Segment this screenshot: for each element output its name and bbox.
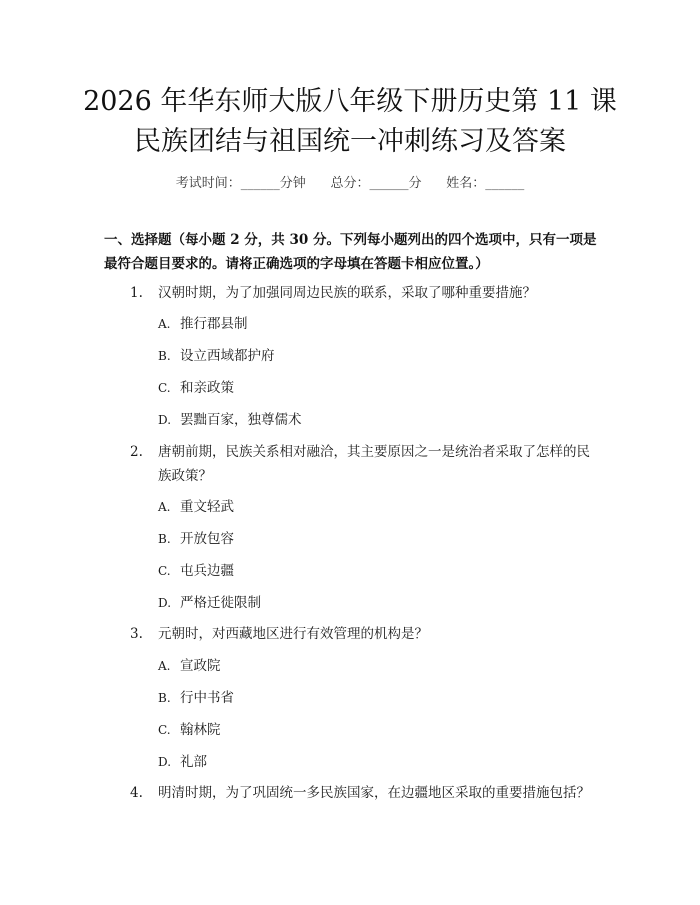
question-3-option-d — [158, 751, 578, 773]
question-1-option-a — [158, 313, 578, 335]
option-text: 和亲政策 — [180, 380, 234, 396]
option-letter: D. — [158, 596, 172, 610]
option-letter: B. — [158, 532, 171, 546]
question-2-text-continued: 族政策？ — [158, 468, 212, 484]
section-heading-line-2: 最符合题目要求的。请将正确选项的字母填在答题卡相应位置。） — [104, 256, 489, 272]
option-letter: C. — [158, 723, 171, 737]
document-title-line-2: 民族团结与祖国统一冲刺练习及答案 — [134, 126, 566, 157]
option-text: 推行郡县制 — [180, 316, 248, 332]
option-text: 设立西域都护府 — [180, 348, 275, 364]
question-3 — [130, 622, 605, 646]
question-text: 明清时期，为了巩固统一多民族国家，在边疆地区采取的重要措施包括？ — [158, 785, 590, 801]
exam-info: 考试时间：______分钟 总分：______分 姓名：______ — [175, 176, 525, 191]
question-number: 3. — [130, 626, 143, 642]
question-1-option-b — [158, 345, 578, 367]
question-text: 汉朝时期，为了加强同周边民族的联系，采取了哪种重要措施？ — [158, 285, 536, 301]
option-text: 宣政院 — [180, 658, 221, 674]
option-letter: A. — [158, 317, 171, 331]
option-letter: C. — [158, 564, 171, 578]
question-1-option-d — [158, 409, 578, 431]
question-2-option-a — [158, 496, 578, 518]
question-3-option-c — [158, 719, 578, 741]
option-letter: A. — [158, 500, 171, 514]
option-text: 开放包容 — [180, 531, 234, 547]
question-1 — [130, 281, 605, 305]
question-4 — [130, 781, 605, 805]
question-text: 唐朝前期，民族关系相对融洽，其主要原因之一是统治者采取了怎样的民 — [158, 444, 590, 460]
question-2-option-c — [158, 560, 578, 582]
option-text: 行中书省 — [180, 690, 234, 706]
option-text: 重文轻武 — [180, 499, 234, 515]
document-title-line-1: 2026 年华东师大版八年级下册历史第 11 课 — [83, 86, 617, 117]
option-letter: C. — [158, 381, 171, 395]
option-text: 屯兵边疆 — [180, 563, 234, 579]
section-heading — [104, 228, 604, 276]
option-letter: A. — [158, 659, 171, 673]
question-number: 1. — [130, 285, 143, 301]
question-3-option-a — [158, 655, 578, 677]
question-2-option-b — [158, 528, 578, 550]
question-text: 元朝时，对西藏地区进行有效管理的机构是？ — [158, 626, 428, 642]
option-text: 礼部 — [180, 754, 207, 770]
question-1-option-c — [158, 377, 578, 399]
option-letter: D. — [158, 755, 172, 769]
option-text: 严格迁徙限制 — [180, 595, 261, 611]
option-text: 翰林院 — [180, 722, 221, 738]
question-3-option-b — [158, 687, 578, 709]
option-letter: B. — [158, 691, 171, 705]
question-number: 4. — [130, 785, 143, 801]
section-heading-line-1: 一、选择题（每小题 2 分，共 30 分。下列每小题列出的四个选项中，只有一项是 — [104, 232, 597, 248]
question-number: 2. — [130, 444, 143, 460]
option-letter: B. — [158, 349, 171, 363]
question-2-option-d — [158, 592, 578, 614]
option-text: 罢黜百家，独尊儒术 — [180, 412, 302, 428]
option-letter: D. — [158, 413, 172, 427]
question-2 — [130, 440, 605, 464]
